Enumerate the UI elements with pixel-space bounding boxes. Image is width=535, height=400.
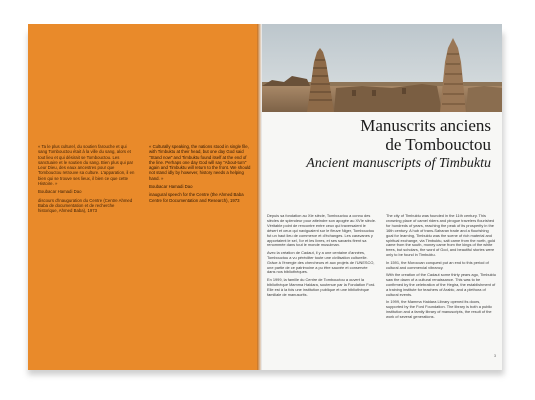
body-paragraph: Depuis sa fondation au XIe siècle, Tombouctou a connu des siècles de splendeur pour atteindre son apogée au XVIe siècle. Véritable point de rencontre entre ceux qui traversaient le désert et ceux qui naviguaient sur le fleuve Niger, Tombouctou fut un haut lieu de commerce et d'échanges. Les caravanes y apportaient le sel, l'or et les livres, et ses savants firent sa renommée dans tout le monde musulman. <box>267 213 377 248</box>
body-paragraph: With the creation of the Cadaut some thirty years ago, Timbuktu saw the dawn of a cultural renaissance. This was to be confirmed by the celebration of the Hegira, the establishment of a training institute for teachers of Arabic, and a plethora of cultural events. <box>386 271 496 297</box>
french-quote: « Ta le plus culturel, du soutien farouche et qui sang Tombouctou était à la ville du sang, alors et tout lieu et qui désirait se Tombouctou. Les sanctuaire et le soutien du sang. Bien plus qui par Leur Dieu, des eaux ancestres pour que Tombouctou retrouve sa culture. L'apparation, il en bien qui se trouve ses lieux, il bien ce que cette Histoire. » <box>38 144 135 187</box>
timbuktu-mosque-photo <box>262 24 502 112</box>
right-page <box>262 24 502 370</box>
page-number: 3 <box>494 354 496 358</box>
body-paragraph: En 1999, la famille du Centre de Tombouctou a ouvert la bibliothèque Mamma Haidara, soutenue par la Fondation Ford. Elle est à la fois une institution publique et une bibliothèque familiale de manuscrits. <box>267 276 376 297</box>
body-column-english <box>386 214 496 322</box>
page-title-french <box>360 116 491 154</box>
body-column-french <box>267 214 377 300</box>
left-page <box>28 24 262 370</box>
title-french-line2: de Tombouctou <box>385 135 491 154</box>
english-credit-detail: inaugural speech for the Centre (the Ahmed Baba Centre for Documentation and Research), 1973 <box>149 192 244 203</box>
french-credit: Boubacar Hamadi Dao <box>38 189 82 195</box>
body-paragraph: In 1999, the Mamma Haidara Library opened its doors, supported by the Ford Foundation. The library is both a public institution and a family library of manuscripts, the result of the work of several generations. <box>386 299 493 319</box>
body-paragraph: The city of Timbuktu was founded in the 11th century. This crowning place of camel riders and pirogue travelers flourished for hundreds of years, reaching the peak of its prosperity in the 16th century. A hub of trans-Saharan trade and a flourishing goal for learning, Timbuktu was the scene of rich material and spiritual exchange, via Timbuktu, salt came from the north, gold came from the south, money came from the kings of the white trees, but scholars, the word of God, and beautiful stories were only to be found in Timbuktu. <box>386 213 495 258</box>
page-title-english: Ancient manuscripts of Timbuktu <box>306 156 491 171</box>
body-paragraph: In 1591, the Moroccan conquest put an end to this period of cultural and commercial vibrancy. <box>386 259 489 270</box>
title-french-line1: Manuscrits anciens <box>360 116 491 135</box>
english-credit: Boubacar Hamadi Dao <box>149 184 193 190</box>
french-credit-detail: discours d'inauguration du Centre (Centre Ahmed Baba de documentation et de recherche historique, Ahmed Baba), 1973 <box>38 197 133 214</box>
english-quote: « Culturally speaking, the nations stood in single file, with Timbuktu at their head, but one day God said "Stand now" and Timbuktu found itself at the end of the line. Perhaps one day God will say "About-turn" again and Timbuktu will return to the front. We should not stand idly by however, history needs a helping hand. » <box>149 144 251 181</box>
french-quote-column <box>38 144 135 217</box>
body-paragraph: Avec la création de Cadaut, il y a une centaine d'années, Tombouctou a vu pérécliter toute une civilisation culturelle. Grâce à l'énergie des chercheurs et aux projets de l'UNESCO, une partie de ce patrimoine a pu être sauvée et conservée dans nos bibliothèques. <box>267 249 375 275</box>
english-quote-column <box>149 144 253 206</box>
